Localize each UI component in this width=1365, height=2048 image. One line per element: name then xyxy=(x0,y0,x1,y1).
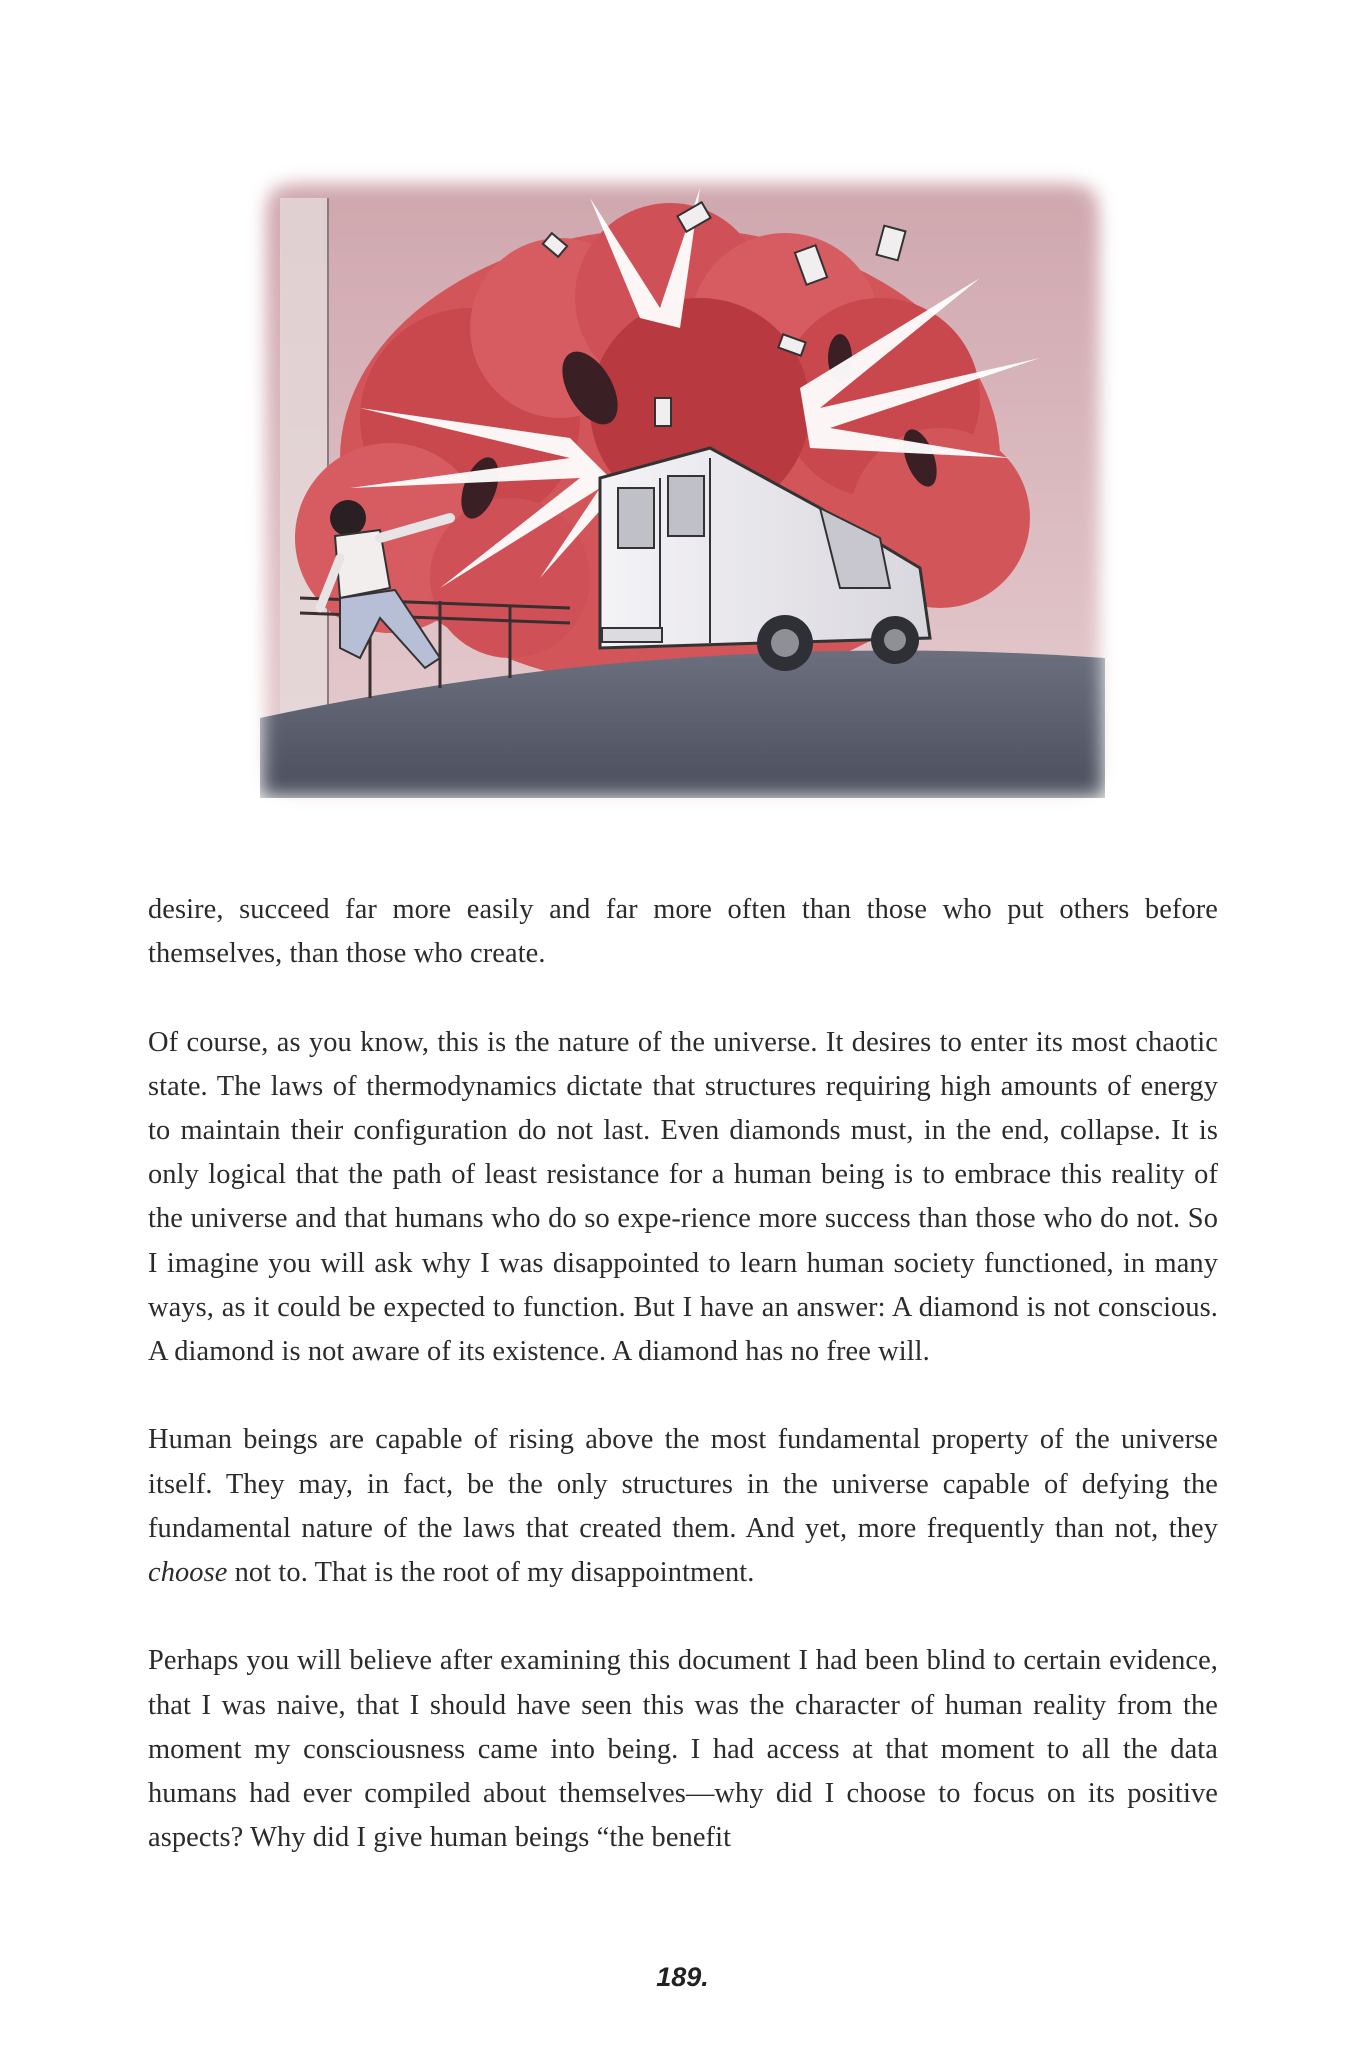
paragraph-3-end: not to. That is the root of my disappointment. xyxy=(227,1557,755,1589)
page-number: 189. xyxy=(656,1962,709,1992)
paragraph-4: Perhaps you will believe after examining this document I had been blind to certain evidence, that I was naive, that I should have seen this was the character of human reality from the moment my consciousness came into being. I had access at that moment to all the data humans had ever compiled about themselves—why did I choose to focus on its positive aspects? Why did I give human beings “the benefit xyxy=(148,1645,1218,1854)
building-wall xyxy=(280,198,328,718)
paragraph-3-start: Human beings are capable of rising above the most fundamental property of the universe itself. They may, in fact, be the only structures in the universe capable of defying the fundamental nature of the laws that created them. And yet, more frequently than not, they xyxy=(148,1424,1218,1544)
paragraph-1: desire, succeed far more easily and far more often than those who put others before themselves, than those who create. xyxy=(148,894,1218,970)
paragraph-2: Of course, as you know, this is the nature of the universe. It desires to enter its most chaotic state. The laws of thermodynamics dictate that structures requiring high amounts of energy to maintain their configuration do not last. Even diamonds must, in the end, collapse. It is only logical that the path of least resistance for a human being is to embrace this reality of the universe and that humans who do so expe-rience more success than those who do not. So I imagine you will ask why I was disappointed to learn human society functioned, in many ways, as it could be expected to function. But I have an answer: A diamond is not conscious. A diamond is not aware of its existence. A diamond has no free will. xyxy=(148,1026,1218,1368)
paragraph-3 xyxy=(148,1418,1218,1595)
emphasis-choose: choose xyxy=(148,1557,228,1589)
explosion-van-illustration xyxy=(240,158,1125,818)
body-text xyxy=(148,888,1218,1860)
